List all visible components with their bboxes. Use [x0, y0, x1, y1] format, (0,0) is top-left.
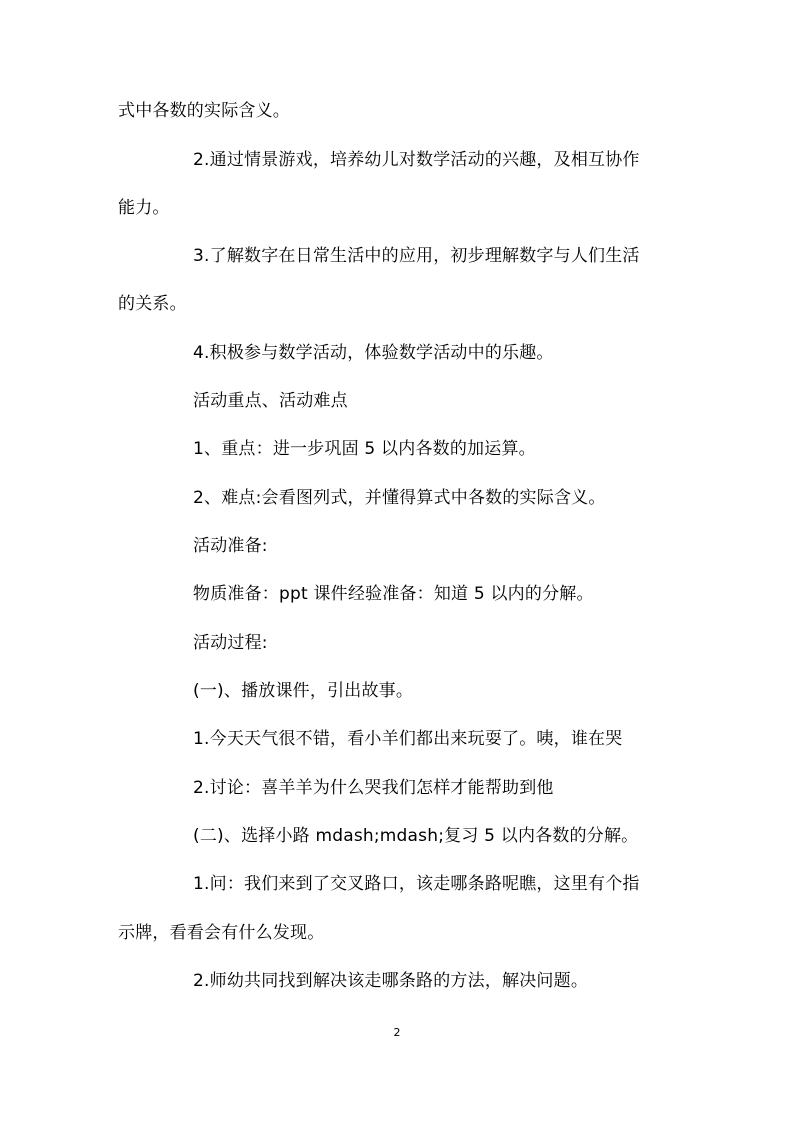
process-step-2-heading: (二)、选择小路 mdash;mdash;复习 5 以内各数的分解。 [193, 826, 639, 846]
process-step-2-item-1-line-2: 示牌，看看会有什么发现。 [118, 923, 325, 943]
process-step-1-item-1: 1.今天天气很不错，看小羊们都出来玩耍了。咦，谁在哭 [193, 729, 623, 749]
objective-2-line-2: 能力。 [118, 198, 170, 218]
preparation-line: 物质准备：ppt 课件经验准备：知道 5 以内的分解。 [193, 584, 594, 604]
section-heading-process: 活动过程: [193, 633, 268, 653]
section-heading-key-points: 活动重点、活动难点 [193, 391, 348, 411]
objective-4-line: 4.积极参与数学活动，体验数学活动中的乐趣。 [193, 343, 554, 363]
process-step-2-item-2: 2.师幼共同找到解决该走哪条路的方法，解决问题。 [193, 971, 589, 991]
key-point-line: 1、重点：进一步巩固 5 以内各数的加运算。 [193, 439, 536, 459]
process-step-1-heading: (一)、播放课件，引出故事。 [193, 681, 414, 701]
process-step-2-item-1-line-1: 1.问：我们来到了交叉路口，该走哪条路呢瞧，这里有个指 [193, 874, 640, 894]
process-step-1-item-2: 2.讨论：喜羊羊为什么哭我们怎样才能帮助到他 [193, 778, 554, 798]
page-number: 2 [393, 1026, 401, 1039]
objective-2-line-1: 2.通过情景游戏，培养幼儿对数学活动的兴趣，及相互协作 [193, 150, 640, 170]
text-line-1: 式中各数的实际含义。 [118, 101, 290, 121]
objective-3-line-1: 3.了解数字在日常生活中的应用，初步理解数字与人们生活 [193, 246, 640, 266]
section-heading-preparation: 活动准备: [193, 536, 268, 556]
difficulty-line: 2、难点:会看图列式，并懂得算式中各数的实际含义。 [193, 488, 606, 508]
objective-3-line-2: 的关系。 [118, 294, 187, 314]
